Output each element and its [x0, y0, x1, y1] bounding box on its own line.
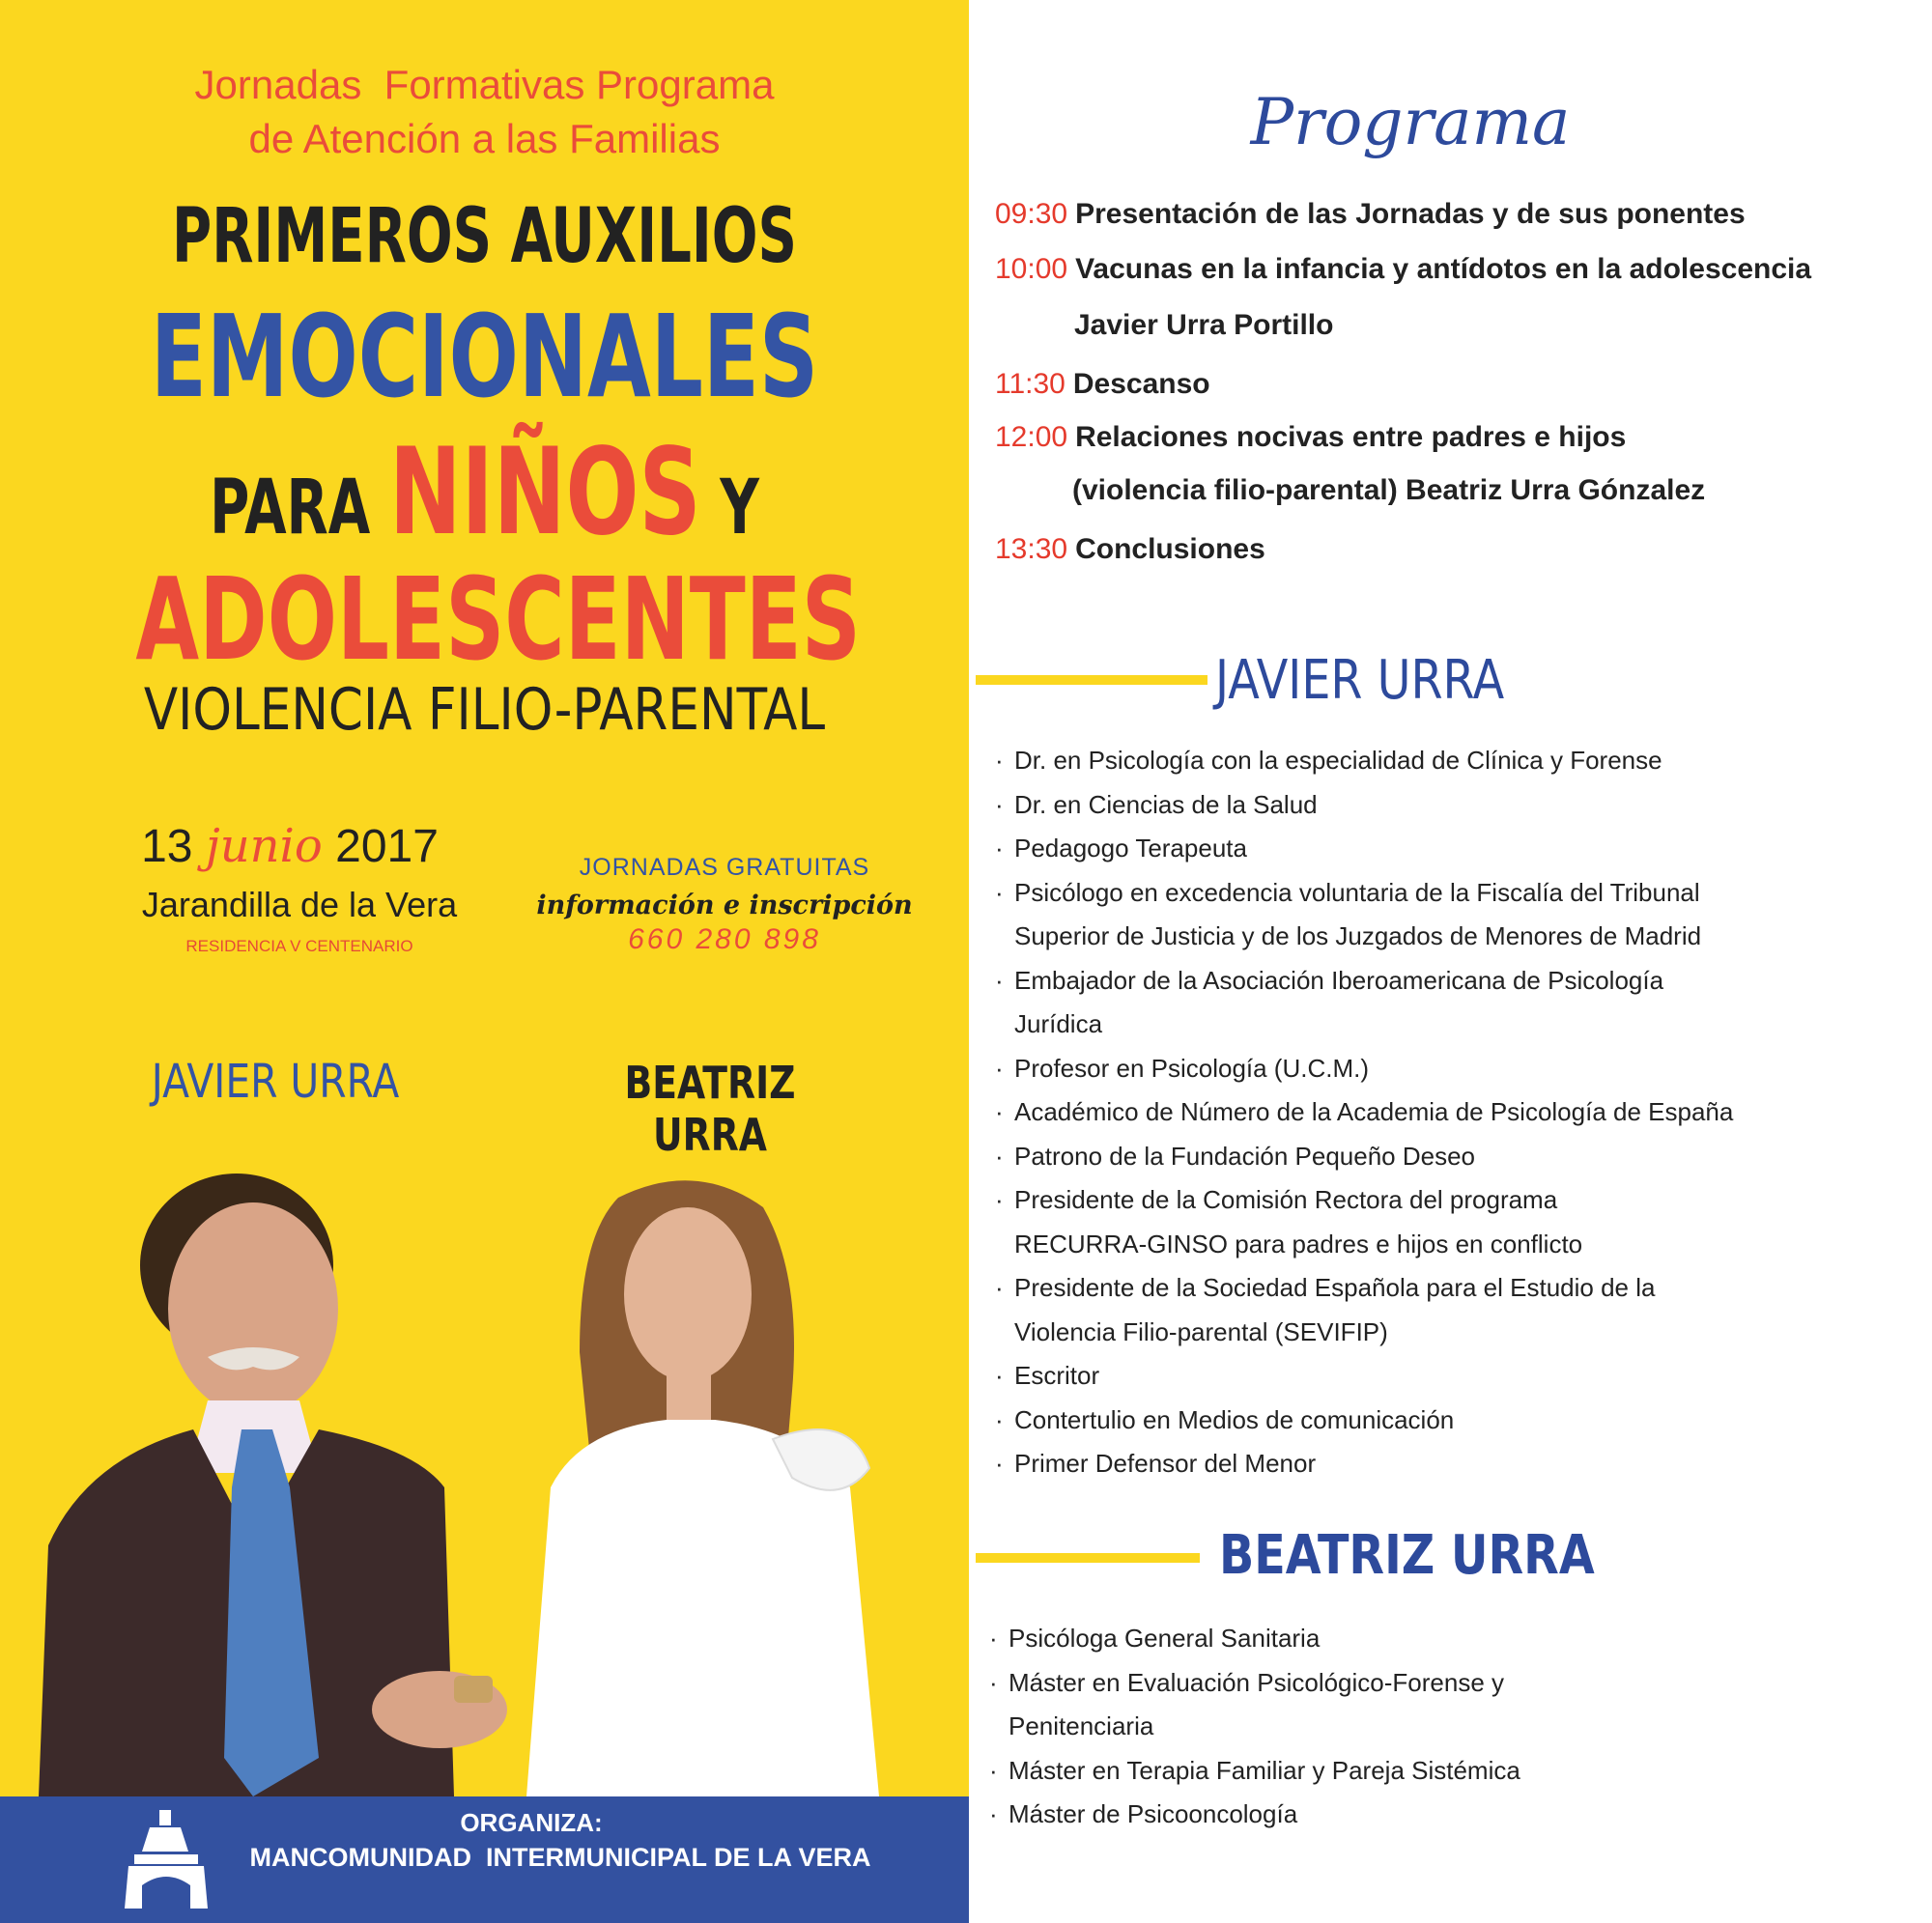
list-item-continuation: Jurídica: [1014, 1009, 1103, 1038]
organizer-label: ORGANIZA:: [460, 1808, 603, 1837]
program-item-detail: Javier Urra Portillo: [1074, 309, 1334, 341]
date-month: junio: [205, 819, 323, 873]
program-text: Vacunas en la infancia y antídotos en la adolescencia: [1075, 253, 1812, 285]
list-item: · Pedagogo Terapeuta: [995, 827, 1733, 871]
list-item: · Profesor en Psicología (U.C.M.): [995, 1047, 1733, 1091]
woman-face: [624, 1207, 752, 1381]
list-item: · Máster en Evaluación Psicológico-Forense y: [989, 1661, 1520, 1706]
program-item: [995, 198, 1746, 231]
list-item: · Psicólogo en excedencia voluntaria de la Fiscalía del Tribunal: [995, 871, 1733, 916]
program-time: 13:30: [995, 533, 1068, 565]
speaker-name-javier: JAVIER URRA: [151, 1055, 400, 1109]
event-place: Jarandilla de la Vera: [141, 885, 458, 924]
program-item: [995, 253, 1811, 286]
list-item-continuation: Penitenciaria: [1009, 1711, 1154, 1740]
free-label: JORNADAS GRATUITAS: [579, 854, 870, 881]
man-face: [168, 1202, 338, 1415]
program-time: 10:00: [995, 253, 1068, 285]
beatriz-section-title: BEATRIZ URRA: [1219, 1524, 1595, 1587]
list-item: · Presidente de la Comisión Rectora del programa: [995, 1178, 1733, 1223]
watch: [454, 1676, 493, 1703]
list-item: · Máster en Terapia Familiar y Pareja Sistémica: [989, 1749, 1520, 1794]
title-line-3: [135, 423, 833, 562]
title-ninos: NIÑOS: [388, 423, 701, 562]
program-text: Relaciones nocivas entre padres e hijos: [1075, 421, 1627, 453]
program-item-detail: (violencia filio-parental) Beatriz Urra Gónzalez: [1072, 474, 1706, 506]
organizer-name: MANCOMUNIDAD INTERMUNICIPAL DE LA VERA: [249, 1843, 871, 1872]
event-venue: RESIDENCIA V CENTENARIO: [185, 937, 413, 955]
list-item: · Primer Defensor del Menor: [995, 1442, 1733, 1486]
title-line-5: VIOLENCIA FILIO-PARENTAL: [143, 676, 826, 744]
list-item: · Académico de Número de la Academia de Psicología de España: [995, 1090, 1733, 1135]
phone-number[interactable]: 660 280 898: [628, 923, 821, 955]
date-year: 2017: [322, 821, 439, 872]
list-item: · Contertulio en Medios de comunicación: [995, 1399, 1733, 1443]
list-item: · Dr. en Ciencias de la Salud: [995, 783, 1733, 828]
list-item: · Máster de Psicooncología: [989, 1793, 1520, 1837]
mancomunidad-logo-icon: [121, 1808, 213, 1912]
speakers-photo: [0, 1140, 969, 1796]
event-date: [87, 819, 493, 873]
program-text: Presentación de las Jornadas y de sus ponentes: [1075, 198, 1746, 230]
program-item: [995, 421, 1626, 454]
section-divider: [976, 1553, 1200, 1563]
list-item-continuation: RECURRA-GINSO para padres e hijos en conflicto: [1014, 1229, 1583, 1258]
program-text: Conclusiones: [1075, 533, 1265, 565]
javier-credentials-list: [995, 739, 1733, 1486]
event-subtitle: [0, 58, 969, 166]
program-item: [995, 533, 1265, 566]
section-divider: [976, 675, 1208, 685]
program-time: 09:30: [995, 198, 1068, 230]
list-item: · Dr. en Psicología con la especialidad de Clínica y Forense: [995, 739, 1733, 783]
list-item-continuation: Violencia Filio-parental (SEVIFIP): [1014, 1316, 1388, 1346]
title-line-4: ADOLESCENTES: [135, 552, 861, 686]
list-item: · Patrono de la Fundación Pequeño Deseo: [995, 1135, 1733, 1179]
program-title: Programa: [1250, 85, 1571, 159]
list-item-continuation: Superior de Justicia y de los Juzgados de Menores de Madrid: [1014, 921, 1702, 950]
list-item: · Escritor: [995, 1354, 1733, 1399]
list-item: · Presidente de la Sociedad Española para el Estudio de la: [995, 1266, 1733, 1311]
javier-section-title: JAVIER URRA: [1215, 649, 1505, 712]
list-item: · Embajador de la Asociación Iberoamericana de Psicología: [995, 959, 1733, 1004]
beatriz-credentials-list: [989, 1617, 1520, 1837]
subtitle-line-1: Jornadas Formativas Programa: [194, 62, 775, 107]
program-time: 12:00: [995, 421, 1068, 453]
info-label: información e inscripción: [536, 891, 913, 920]
title-para: PARA: [210, 465, 389, 551]
list-item: · Psicóloga General Sanitaria: [989, 1617, 1520, 1661]
date-day: 13: [141, 821, 206, 872]
speaker-name-beatriz: BEATRIZ URRA: [624, 1057, 796, 1161]
title-y: Y: [700, 465, 759, 551]
title-line-2: EMOCIONALES: [150, 290, 819, 423]
program-time: 11:30: [995, 368, 1065, 400]
program-text: Descanso: [1072, 368, 1210, 400]
program-item: [995, 368, 1210, 401]
subtitle-line-2: de Atención a las Familias: [248, 116, 721, 161]
title-line-1: PRIMEROS AUXILIOS: [172, 193, 797, 280]
